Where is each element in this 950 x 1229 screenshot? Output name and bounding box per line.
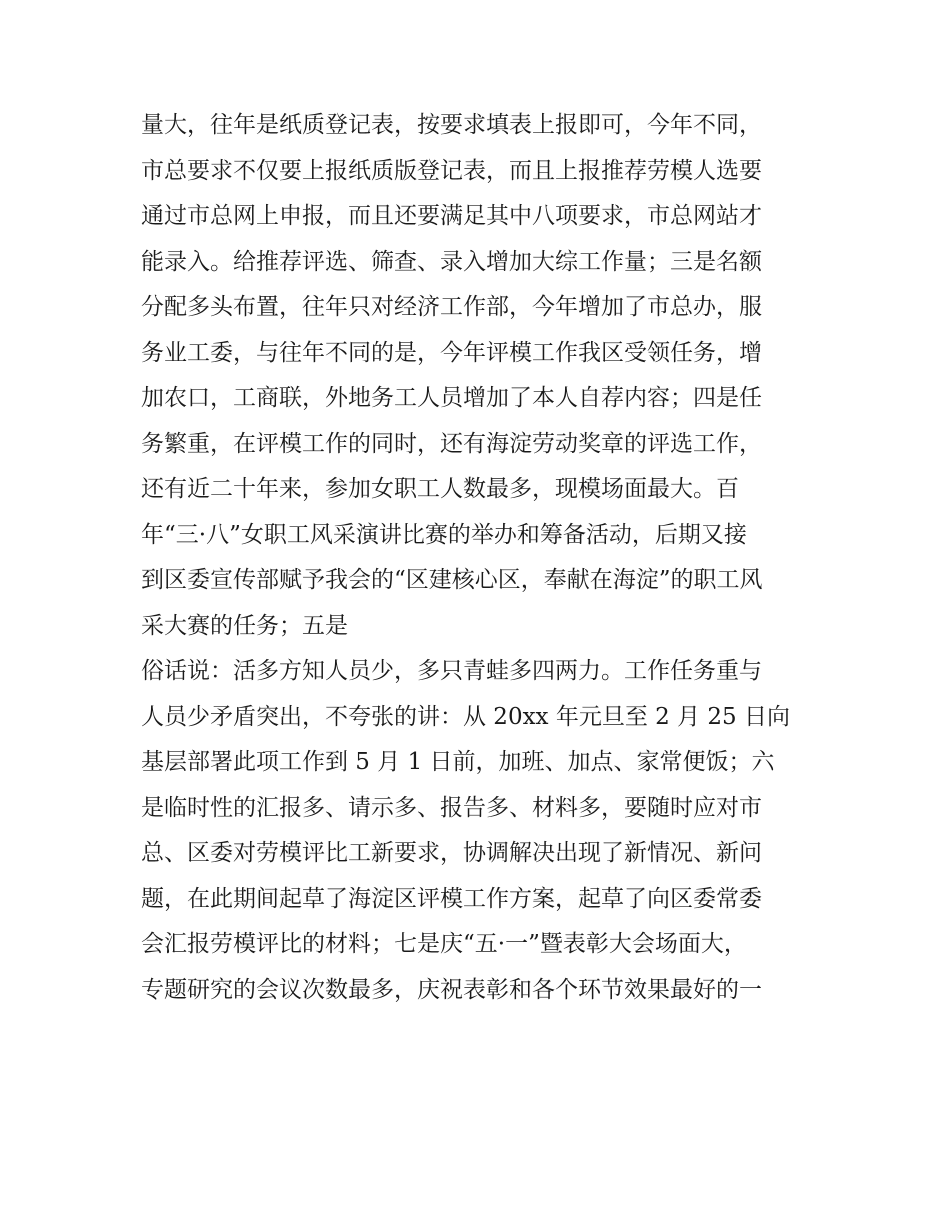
text-line: 通过市总网上申报，而且还要满足其中八项要求，市总网站才 bbox=[141, 203, 762, 229]
text-line: 务繁重，在评模工作的同时，还有海淀劳动奖章的评选工作， bbox=[141, 430, 762, 457]
text-line: 人员少矛盾突出，不夸张的讲：从 20xx 年元旦至 2 月 25 日向 bbox=[141, 703, 790, 730]
text-line: 还有近二十年来，参加女职工人数最多，现模场面最大。百 bbox=[141, 476, 739, 502]
text-line: 专题研究的会议次数最多，庆祝表彰和各个环节效果最好的一 bbox=[141, 976, 762, 1003]
text-line: 年“三·八”女职工风采演讲比赛的举办和筹备活动，后期又接 bbox=[141, 521, 747, 548]
text-line: 俗话说：活多方知人员少，多只青蛙多四两力。工作任务重与 bbox=[141, 658, 762, 684]
text-line: 到区委宣传部赋予我会的“区建核心区，奉献在海淀”的职工风 bbox=[141, 567, 763, 593]
text-line: 基层部署此项工作到 5 月 1 日前，加班、加点、家常便饭；六 bbox=[141, 749, 775, 775]
text-line: 务业工委，与往年不同的是，今年评模工作我区受领任务，增 bbox=[141, 339, 762, 366]
text-line: 市总要求不仅要上报纸质版登记表，而且上报推荐劳模人选要 bbox=[141, 157, 762, 184]
text-line: 分配多头布置，往年只对经济工作部，今年增加了市总办，服 bbox=[141, 294, 762, 320]
text-line: 是临时性的汇报多、请示多、报告多、材料多，要随时应对市 bbox=[141, 794, 762, 821]
text-line: 题，在此期间起草了海淀区评模工作方案，起草了向区委常委 bbox=[141, 885, 762, 912]
text-line: 量大，往年是纸质登记表，按要求填表上报即可，今年不同， bbox=[141, 112, 762, 138]
body-text bbox=[141, 103, 821, 1013]
text-line: 采大赛的任务；五是 bbox=[141, 612, 348, 639]
text-line: 总、区委对劳模评比工新要求，协调解决出现了新情况、新问 bbox=[141, 840, 762, 866]
text-line: 会汇报劳模评比的材料；七是庆“五·一”暨表彰大会场面大， bbox=[141, 931, 747, 957]
text-line: 能录入。给推荐评选、筛查、录入增加大综工作量；三是名额 bbox=[141, 248, 762, 275]
text-line: 加农口，工商联，外地务工人员增加了本人自荐内容；四是任 bbox=[141, 385, 762, 411]
